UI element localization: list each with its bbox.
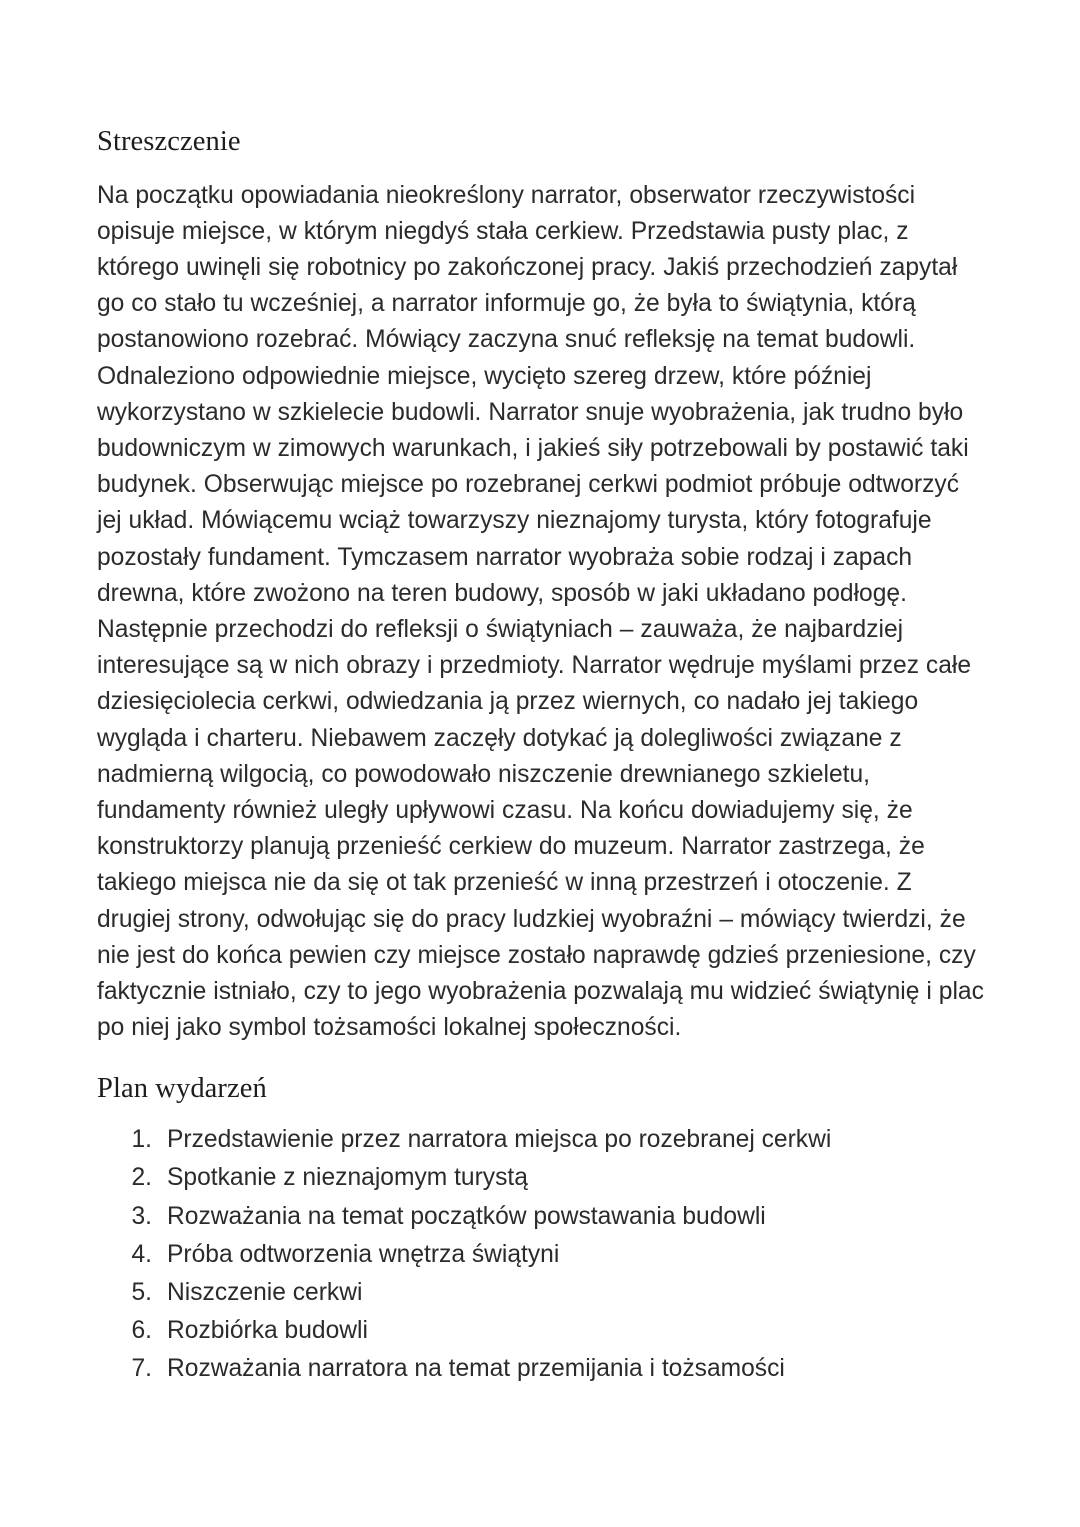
event-plan-list	[97, 1122, 985, 1387]
list-item: Spotkanie z nieznajomym turystą	[167, 1164, 528, 1192]
summary-paragraph: Na początku opowiadania nieokreślony narrator, obserwator rzeczywistości opisuje miejsce, w którym niegdyś stała cerkiew. Przedstawia pusty plac, z którego uwinęli się robotnicy po zakończonej pracy. Jakiś przechodzień zapytał go co stało tu wcześniej, a narrator informuje go, że była to świątynia, którą postanowiono rozebrać. Mówiący zaczyna snuć refleksję na temat budowli. Odnaleziono odpowiednie miejsce, wycięto szereg drzew, które później wykorzystano w szkielecie budowli. Narrator snuje wyobrażenia, jak trudno było budowniczym w zimowych warunkach, i jakieś siły potrzebowali by postawić taki budynek. Obserwując miejsce po rozebranej cerkwi podmiot próbuje odtworzyć jej układ. Mówiącemu wciąż towarzyszy nieznajomy turysta, który fotografuje pozostały fundament. Tymczasem narrator wyobraża sobie rodzaj i zapach drewna, które zwożono na teren budowy, sposób w jaki układano podłogę. Następnie przechodzi do refleksji o świątyniach – zauważa, że najbardziej interesujące są w nich obrazy i przedmioty. Narrator wędruje myślami przez całe dziesięciolecia cerkwi, odwiedzania ją przez wiernych, co nadało jej takiego wyglądа i charteru. Niebawem zaczęły dotykać ją dolegliwości związane z nadmierną wilgocią, co powodowało niszczenie drewnianego szkieletu, fundamenty również uległy upływowi czasu. Na końcu dowiadujemy się, że konstruktorzy planują przenieść cerkiew do muzeum. Narrator zastrzega, że takiego miejsca nie da się ot tak przenieść w inną przestrzeń i otoczenie. Z drugiej strony, odwołując się do pracy ludzkiej wyobraźni – mówiący twierdzi, że nie jest do końca pewien czy miejsce zostało naprawdę gdzieś przeniesione, czy faktycznie istniało, czy to jego wyobrażenia pozwalają mu widzieć świątynię i plac po niej jako symbol tożsamości lokalnej społeczności.	[97, 181, 984, 1042]
list-item: Przedstawienie przez narratora miejsca po rozebranej cerkwi	[167, 1126, 832, 1154]
list-item: Rozważania narratora na temat przemijania i tożsamości	[167, 1355, 785, 1383]
list-item: Rozważania na temat początków powstawania budowli	[167, 1202, 766, 1230]
plan-heading: Plan wydarzeń	[97, 1072, 267, 1104]
list-item: Próba odtworzenia wnętrza świątyni	[167, 1240, 560, 1268]
summary-heading: Streszczenie	[97, 126, 241, 157]
list-item: Niszczenie cerkwi	[167, 1278, 363, 1306]
list-item: Rozbiórka budowli	[167, 1317, 368, 1345]
